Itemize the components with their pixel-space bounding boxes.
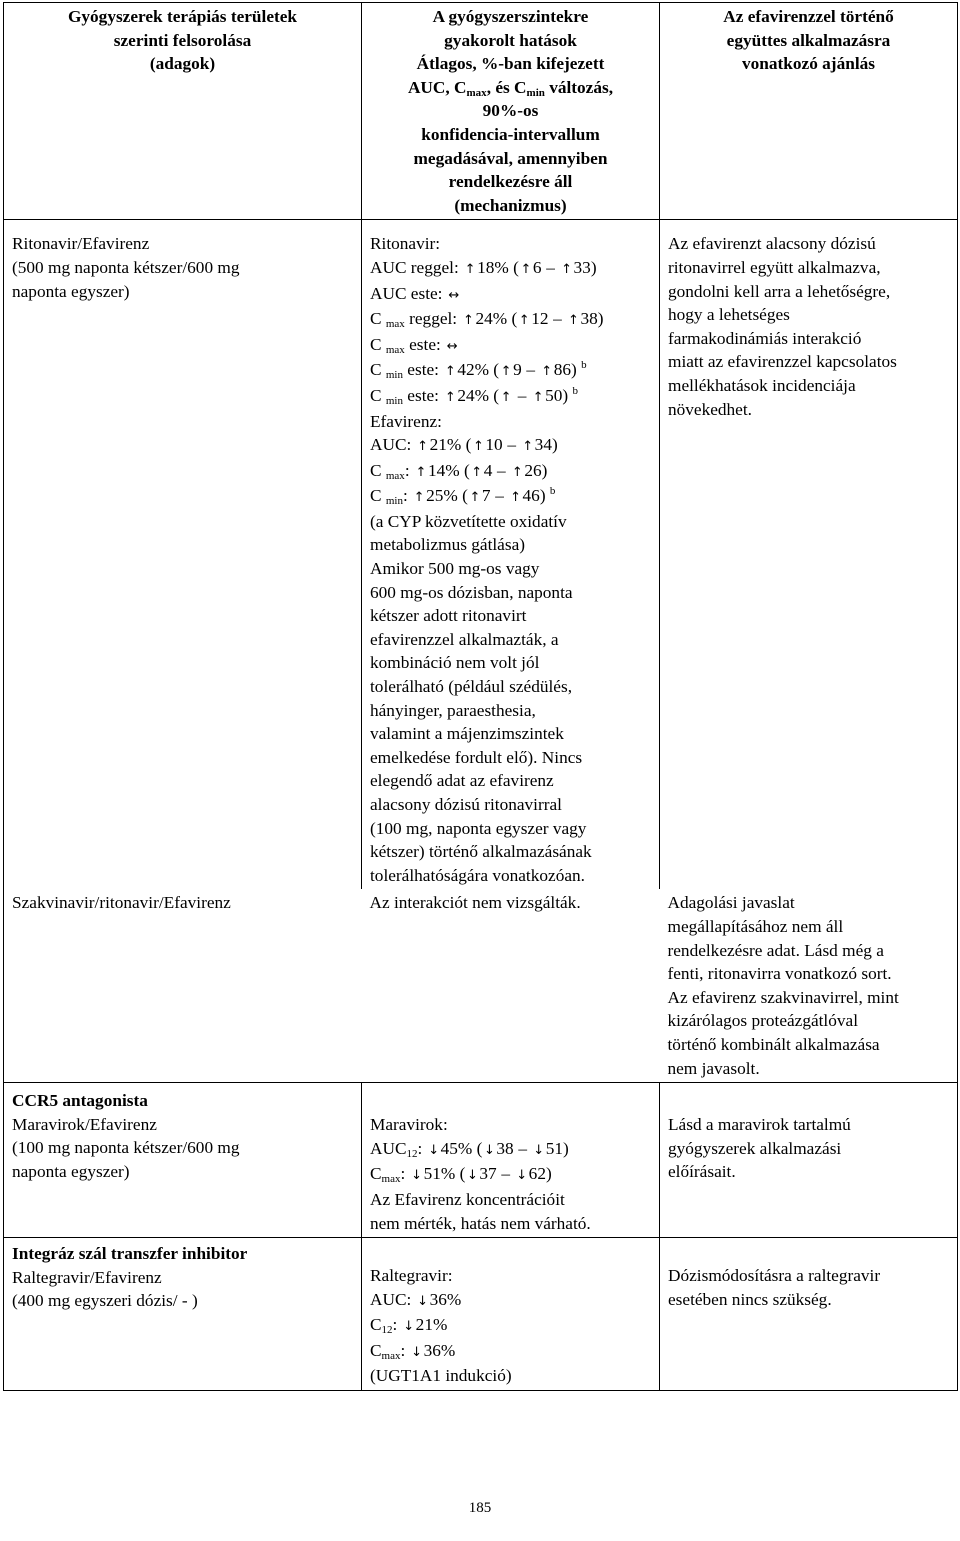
arrow-up-icon: ↑	[415, 464, 427, 480]
arrow-down-icon: ↓	[428, 1142, 440, 1158]
page-number: 185	[468, 1500, 492, 1516]
arrow-up-icon: ↑	[511, 464, 523, 480]
drug-class-label: CCR5 antagonista	[12, 1091, 148, 1111]
drug-cell-ritonavir: Ritonavir/Efavirenz (500 mg naponta kétszer/600 mg naponta egyszer)	[4, 220, 362, 890]
arrow-up-icon: ↑	[522, 439, 534, 455]
arrow-up-icon: ↑	[518, 313, 530, 329]
table-row-saquinavir	[4, 889, 958, 1082]
arrow-up-icon: ↑	[568, 313, 579, 329]
recommendation-cell-raltegravir: Dózismódosításra a raltegravir esetében nincs szükség.	[660, 1238, 958, 1391]
table-row-ritonavir	[4, 220, 958, 890]
arrow-down-icon: ↓	[483, 1142, 495, 1158]
arrow-down-icon: ↓	[466, 1168, 478, 1184]
arrow-down-icon: ↓	[417, 1293, 429, 1309]
arrow-down-icon: ↓	[516, 1168, 528, 1184]
arrow-up-icon: ↑	[444, 389, 456, 405]
arrow-up-icon: ↑	[472, 439, 484, 455]
drug-cell-maraviroc: CCR5 antagonista Maravirok/Efavirenz (100 mg naponta kétszer/600 mg naponta egyszer)	[4, 1083, 362, 1238]
arrow-up-icon: ↑	[469, 490, 481, 506]
arrow-down-icon: ↓	[411, 1168, 423, 1184]
table-row-raltegravir	[4, 1238, 958, 1391]
drug-class-label: Integráz szál transzfer inhibitor	[12, 1244, 248, 1264]
arrow-up-icon: ↑	[510, 490, 521, 506]
arrow-up-icon: ↑	[541, 364, 553, 380]
arrow-up-icon: ↑	[471, 464, 483, 480]
header-col-recommendation: Az efavirenzzel történő együttes alkalmazásra vonatkozó ajánlás	[660, 3, 958, 220]
effect-cell-saquinavir: Az interakciót nem vizsgálták.	[369, 893, 581, 913]
arrow-up-icon: ↑	[463, 313, 474, 329]
drug-cell-saquinavir: Szakvinavir/ritonavir/Efavirenz	[4, 889, 362, 1082]
arrow-both-icon: ↔	[448, 287, 460, 303]
arrow-up-icon: ↑	[464, 261, 476, 277]
arrow-up-icon: ↑	[500, 389, 512, 405]
arrow-up-icon: ↑	[413, 490, 425, 506]
arrow-up-icon: ↑	[520, 261, 532, 277]
arrow-down-icon: ↓	[533, 1142, 545, 1158]
arrow-up-icon: ↑	[532, 389, 544, 405]
arrow-up-icon: ↑	[444, 364, 456, 380]
arrow-down-icon: ↓	[403, 1319, 415, 1335]
recommendation-cell-maraviroc: Lásd a maravirok tartalmú gyógyszerek alkalmazási előírásait.	[660, 1083, 958, 1238]
table-row-maraviroc	[4, 1083, 958, 1238]
effect-cell-maraviroc: Maravirok: $AUC_{12}$: ↓45% ( ↓38 – ↓51) $C_{max}$: ↓51% ( ↓37 – ↓62) Az Efavirenz koncentrációit nem mérték, hatás nem várható.	[362, 1083, 660, 1238]
header-col-drugs: Gyógyszerek terápiás területek szerinti felsorolása (adagok)	[4, 3, 362, 220]
header-col-effects: A gyógyszerszintekre gyakorolt hatások Átlagos, %-ban kifejezett AUC, $C_{max}$, és $C_{min}$ változás, 90%-os konfidencia-intervallum megadásával, amennyiben rendelkezésre áll (mechanizmus)	[362, 3, 660, 220]
arrow-both-icon: ↔	[446, 338, 458, 354]
arrow-up-icon: ↑	[417, 439, 429, 455]
arrow-up-icon: ↑	[561, 261, 572, 277]
arrow-down-icon: ↓	[411, 1344, 423, 1360]
table-header-row	[4, 3, 958, 220]
recommendation-cell-saquinavir: Adagolási javaslat megállapításához nem áll rendelkezésre adat. Lásd még a fenti, ritonavirra vonatkozó sort. Az efavirenz szakvinavirrel, mint kizárólagos proteázgátlóval történő kombinált alkalmazása nem javasolt.	[660, 889, 958, 1082]
effect-cell-ritonavir: Ritonavir: AUC reggel: ↑18% ( ↑6 – ↑33) AUC este: ↔ C $_{max}$ reggel: ↑24% ( ↑12 – ↑38) C $_{max}$ este: ↔ C $_{min}$ este: ↑42% ( ↑9 – ↑86) $^b$ C $_{min}$ este: ↑24% ( ↑ – ↑50) $^b$ Efavirenz: AUC: ↑21% ( ↑10 – ↑34) C $_{max}$: ↑14% ( ↑4 – ↑26) C $_{min}$: ↑25% ( ↑7 – ↑46) $^b$ (a CYP közvetítette oxidatív metabolizmus gátlása) Amikor 500 mg-os vagy 600 mg-os dózisban, naponta kétszer adott ritonavirt efavirenzzel alkalmazták, a kombináció nem volt jól tolerálható (például szédülés, hányinger, paraesthesia, valamint a májenzimszintek emelkedése fordult elő). Nincs elegendő adat az efavirenz alacsony dózisú ritonavirral (100 mg, naponta egyszer vagy kétszer) történő alkalmazásának tolerálhatóságára vonatkozóan.	[362, 220, 660, 890]
drug-cell-raltegravir: Integráz szál transzfer inhibitor Raltegravir/Efavirenz (400 mg egyszeri dózis/ - )	[4, 1238, 362, 1391]
arrow-up-icon: ↑	[500, 364, 512, 380]
recommendation-cell-ritonavir: Az efavirenzt alacsony dózisú ritonavirrel együtt alkalmazva, gondolni kell arra a lehetőségre, hogy a lehetséges farmakodinámiás interakció miatt az efavirenzzel kapcsolatos mellékhatások incidenciája növekedhet.	[660, 220, 958, 890]
interaction-table	[3, 2, 958, 1391]
effect-cell-raltegravir: Raltegravir: AUC: ↓36% $C_{12}$: ↓21% $C_{max}$: ↓36% (UGT1A1 indukció)	[362, 1238, 660, 1391]
